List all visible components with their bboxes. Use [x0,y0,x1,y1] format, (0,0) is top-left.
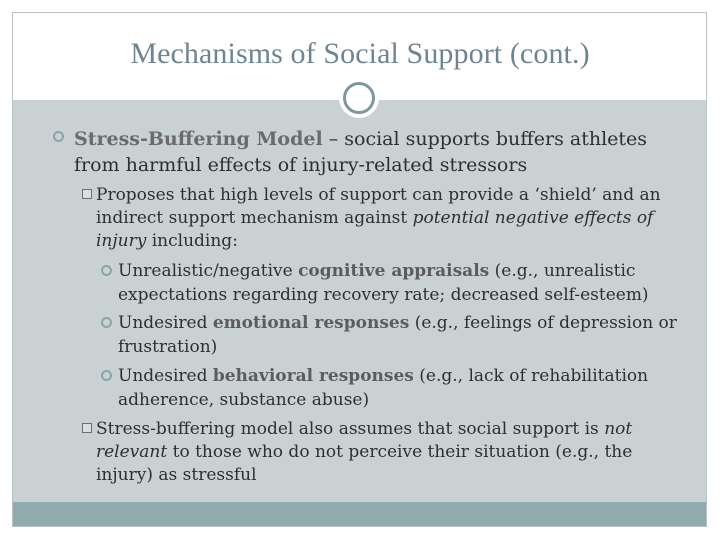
sub-point-shield-text: Proposes that high levels of support can provide a ‘shield’ and an indirect support mechanism against [96,185,661,228]
footer-band [13,502,706,526]
response-emotional-after: (e.g., feelings of depression or frustration) [118,313,677,357]
square-bullet-icon [82,189,92,199]
response-behavioral-bold: behavioral responses [212,366,414,386]
square-bullet-icon [82,423,92,433]
ring-bullet-icon [101,370,112,381]
ring-bullet-icon [101,265,112,276]
sub-point-not-relevant-after: to those who do not perceive their situation (e.g., the injury) as stressful [96,442,633,485]
sub-point-shield-italic: potential negative effects of injury [96,208,654,251]
ring-bullet-icon [101,317,112,328]
ring-bullet-icon [53,131,64,142]
slide-title: Mechanisms of Social Support (cont.) [130,37,590,70]
circle-ring-icon [339,78,379,118]
response-behavioral-after: (e.g., lack of rehabilitation adherence, substance abuse) [118,366,649,410]
sub-point-not-relevant-before: Stress-buffering model also assumes that social support is [96,419,605,439]
response-emotional-before: Undesired [118,313,213,333]
sub-point-not-relevant [96,418,686,487]
response-cognitive-after: (e.g., unrealistic expectations regarding recovery rate; decreased self-esteem) [118,261,649,305]
main-point [74,126,684,178]
response-emotional-bold: emotional responses [212,313,410,333]
main-point-term: Stress-Buffering Model [74,128,323,150]
main-point-rest: – social supports buffers athletes from harmful effects of injury-related stressors [74,128,648,176]
response-emotional [118,311,688,359]
sub-point-shield [96,184,686,253]
response-cognitive [118,259,688,307]
response-cognitive-bold: cognitive appraisals [298,261,490,281]
response-behavioral [118,364,688,412]
response-cognitive-before: Unrealistic/negative [118,261,299,281]
response-behavioral-before: Undesired [118,366,213,386]
sub-point-not-relevant-italic: not relevant [96,419,633,462]
sub-point-shield-after: including: [146,231,238,251]
